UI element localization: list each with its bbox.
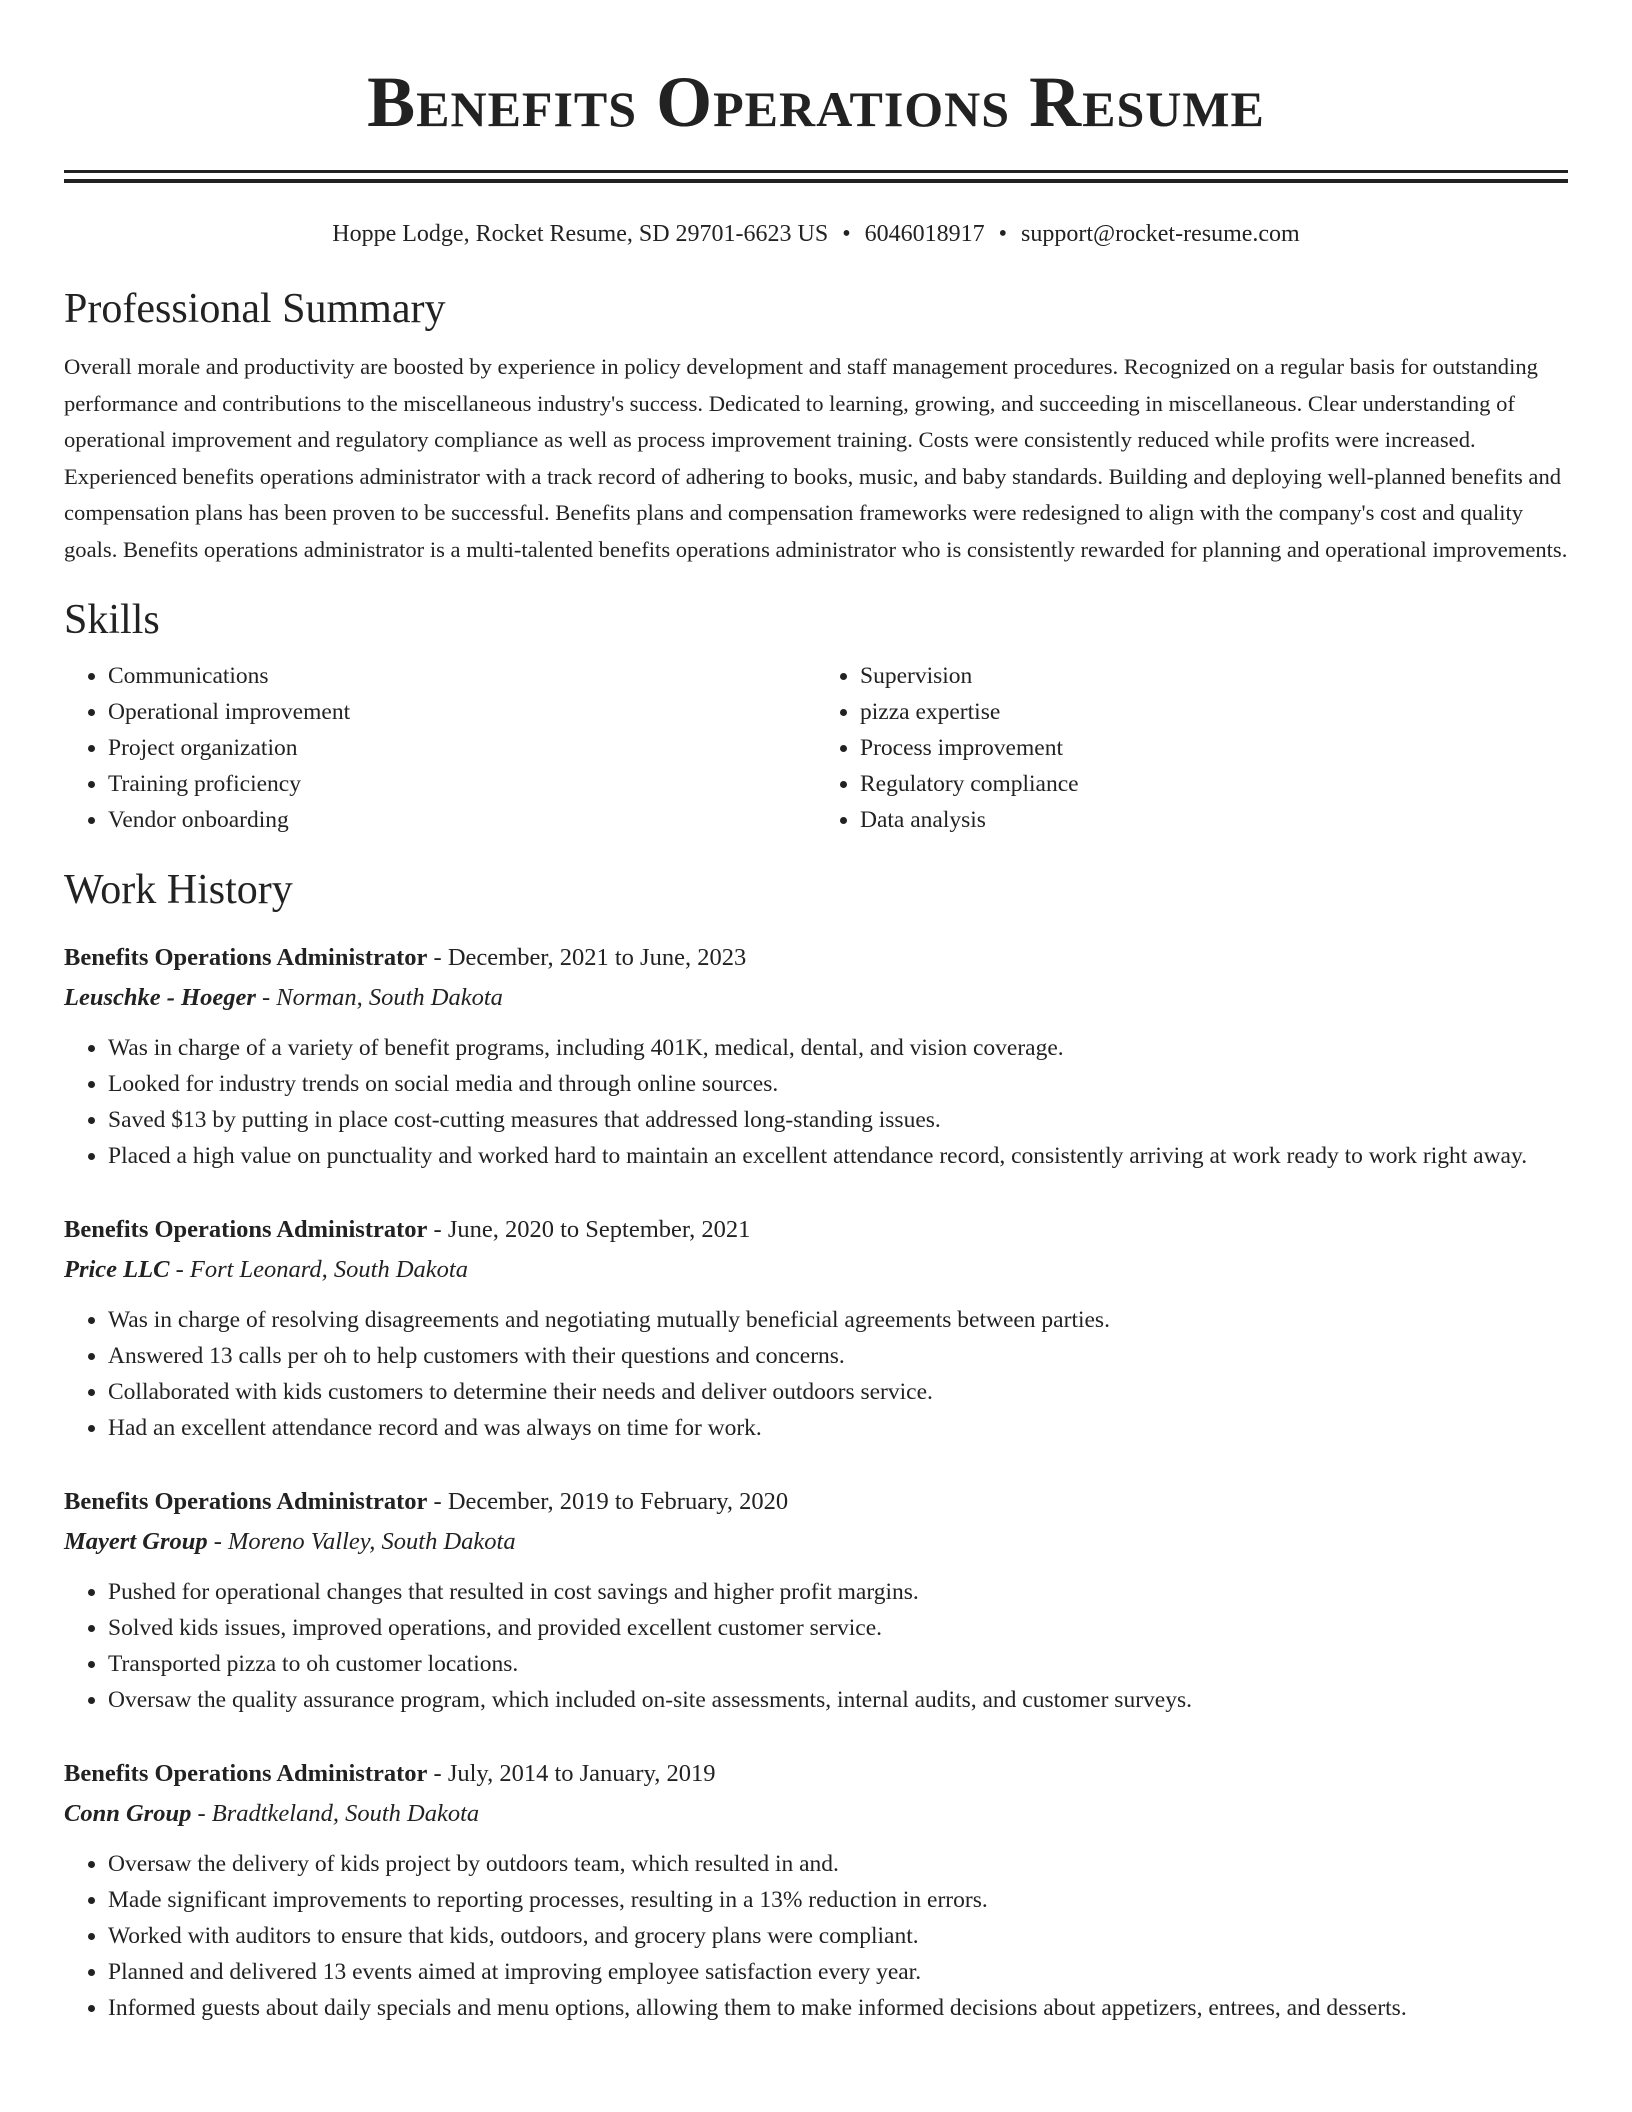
job-bullet: • Answered 13 calls per oh to help customers with their questions and concerns.	[108, 1338, 1568, 1374]
job-company-line	[64, 1250, 1568, 1290]
contact-phone: 6046018917	[864, 221, 985, 247]
job-bullets	[64, 1574, 1568, 1718]
job-entry	[64, 938, 1568, 1174]
skill-item: • Supervision	[860, 658, 1568, 694]
summary-text: Overall morale and productivity are boosted by experience in policy development and staff management procedures. Recognized on a regular basis for outstanding performance and contributions to the miscellaneous industry's success. Dedicated to learning, growing, and succeeding in miscellaneous. Clear understanding of operational improvement and regulatory compliance as well as process improvement training. Costs were consistently reduced while profits were increased. Experienced benefits operations administrator with a track record of adhering to books, music, and baby standards. Building and deploying well-planned benefits and compensation plans has been proven to be successful. Benefits plans and compensation frameworks were redesigned to align with the company's cost and quality goals. Benefits operations administrator is a multi-talented benefits operations administrator who is consistently rewarded for planning and operational improvements.	[64, 354, 1568, 562]
skill-item: • Operational improvement	[108, 694, 816, 730]
skill-item: • Communications	[108, 658, 816, 694]
job-bullet: • Oversaw the delivery of kids project by outdoors team, which resulted in and.	[108, 1846, 1568, 1882]
job-location: - Fort Leonard, South Dakota	[169, 1256, 468, 1283]
summary-heading: Professional Summary	[64, 286, 446, 332]
title-divider-thick	[64, 179, 1568, 183]
job-role: Benefits Operations Administrator	[64, 1760, 428, 1787]
job-company: Leuschke - Hoeger	[64, 984, 256, 1011]
job-role-line	[64, 1754, 1568, 1794]
skill-item: • Training proficiency	[108, 766, 816, 802]
job-bullet: • Worked with auditors to ensure that kids, outdoors, and grocery plans were compliant.	[108, 1918, 1568, 1954]
skill-item: • Project organization	[108, 730, 816, 766]
work-history-heading: Work History	[64, 867, 293, 913]
job-bullet: • Had an excellent attendance record and was always on time for work.	[108, 1410, 1568, 1446]
contact-email: support@rocket-resume.com	[1021, 221, 1300, 247]
job-company-line	[64, 978, 1568, 1018]
skill-item: • Vendor onboarding	[108, 802, 816, 838]
job-entry	[64, 1210, 1568, 1446]
job-entry	[64, 1754, 1568, 2026]
job-bullet: • Planned and delivered 13 events aimed at improving employee satisfaction every year.	[108, 1954, 1568, 1990]
job-bullet: • Oversaw the quality assurance program, which included on-site assessments, internal audits, and customer surveys.	[108, 1682, 1568, 1718]
job-role-line	[64, 938, 1568, 978]
job-company: Price LLC	[64, 1256, 170, 1283]
job-role: Benefits Operations Administrator	[64, 1488, 428, 1515]
job-dates: - June, 2020 to September, 2021	[427, 1216, 751, 1243]
job-location: - Moreno Valley, South Dakota	[207, 1528, 516, 1555]
job-bullet: • Pushed for operational changes that resulted in cost savings and higher profit margins.	[108, 1574, 1568, 1610]
title-divider-thin	[64, 170, 1568, 173]
job-location: - Norman, South Dakota	[255, 984, 503, 1011]
skills-list	[64, 658, 1568, 838]
job-role: Benefits Operations Administrator	[64, 944, 428, 971]
job-dates: - July, 2014 to January, 2019	[427, 1760, 716, 1787]
job-bullets	[64, 1846, 1568, 2026]
job-role-line	[64, 1210, 1568, 1250]
job-company: Mayert Group	[64, 1528, 208, 1555]
contact-line	[64, 219, 1568, 249]
job-dates: - December, 2019 to February, 2020	[427, 1488, 789, 1515]
contact-address: Hoppe Lodge, Rocket Resume, SD 29701-6623 US	[332, 221, 829, 247]
job-dates: - December, 2021 to June, 2023	[427, 944, 747, 971]
job-bullet: • Was in charge of a variety of benefit programs, including 401K, medical, dental, and vision coverage.	[108, 1030, 1568, 1066]
job-bullet: • Transported pizza to oh customer locations.	[108, 1646, 1568, 1682]
job-bullet: • Solved kids issues, improved operations, and provided excellent customer service.	[108, 1610, 1568, 1646]
job-company-line	[64, 1794, 1568, 1834]
job-location: - Bradtkeland, South Dakota	[191, 1800, 480, 1827]
contact-separator: •	[842, 221, 851, 247]
skills-column-right	[816, 658, 1568, 838]
skills-column-left	[64, 658, 816, 838]
job-entry	[64, 1482, 1568, 1718]
job-bullet: • Collaborated with kids customers to determine their needs and deliver outdoors service.	[108, 1374, 1568, 1410]
job-bullet: • Placed a high value on punctuality and worked hard to maintain an excellent attendance record, consistently arriving at work ready to work right away.	[108, 1138, 1568, 1174]
resume-title: Benefits Operations Resume	[367, 62, 1265, 142]
contact-separator: •	[998, 221, 1008, 247]
skill-item: • Data analysis	[860, 802, 1568, 838]
skill-item: • pizza expertise	[860, 694, 1568, 730]
job-bullet: • Informed guests about daily specials and menu options, allowing them to make informed decisions about appetizers, entrees, and desserts.	[108, 1990, 1568, 2026]
skills-heading: Skills	[64, 597, 160, 643]
job-bullet: • Made significant improvements to reporting processes, resulting in a 13% reduction in errors.	[108, 1882, 1568, 1918]
job-role-line	[64, 1482, 1568, 1522]
job-bullets	[64, 1302, 1568, 1446]
job-company-line	[64, 1522, 1568, 1562]
job-bullets	[64, 1030, 1568, 1174]
job-role: Benefits Operations Administrator	[64, 1216, 428, 1243]
job-company: Conn Group	[64, 1800, 192, 1827]
skill-item: • Regulatory compliance	[860, 766, 1568, 802]
job-bullet: • Looked for industry trends on social media and through online sources.	[108, 1066, 1568, 1102]
job-bullet: • Saved $13 by putting in place cost-cutting measures that addressed long-standing issues.	[108, 1102, 1568, 1138]
skill-item: • Process improvement	[860, 730, 1568, 766]
job-bullet: • Was in charge of resolving disagreements and negotiating mutually beneficial agreements between parties.	[108, 1302, 1568, 1338]
